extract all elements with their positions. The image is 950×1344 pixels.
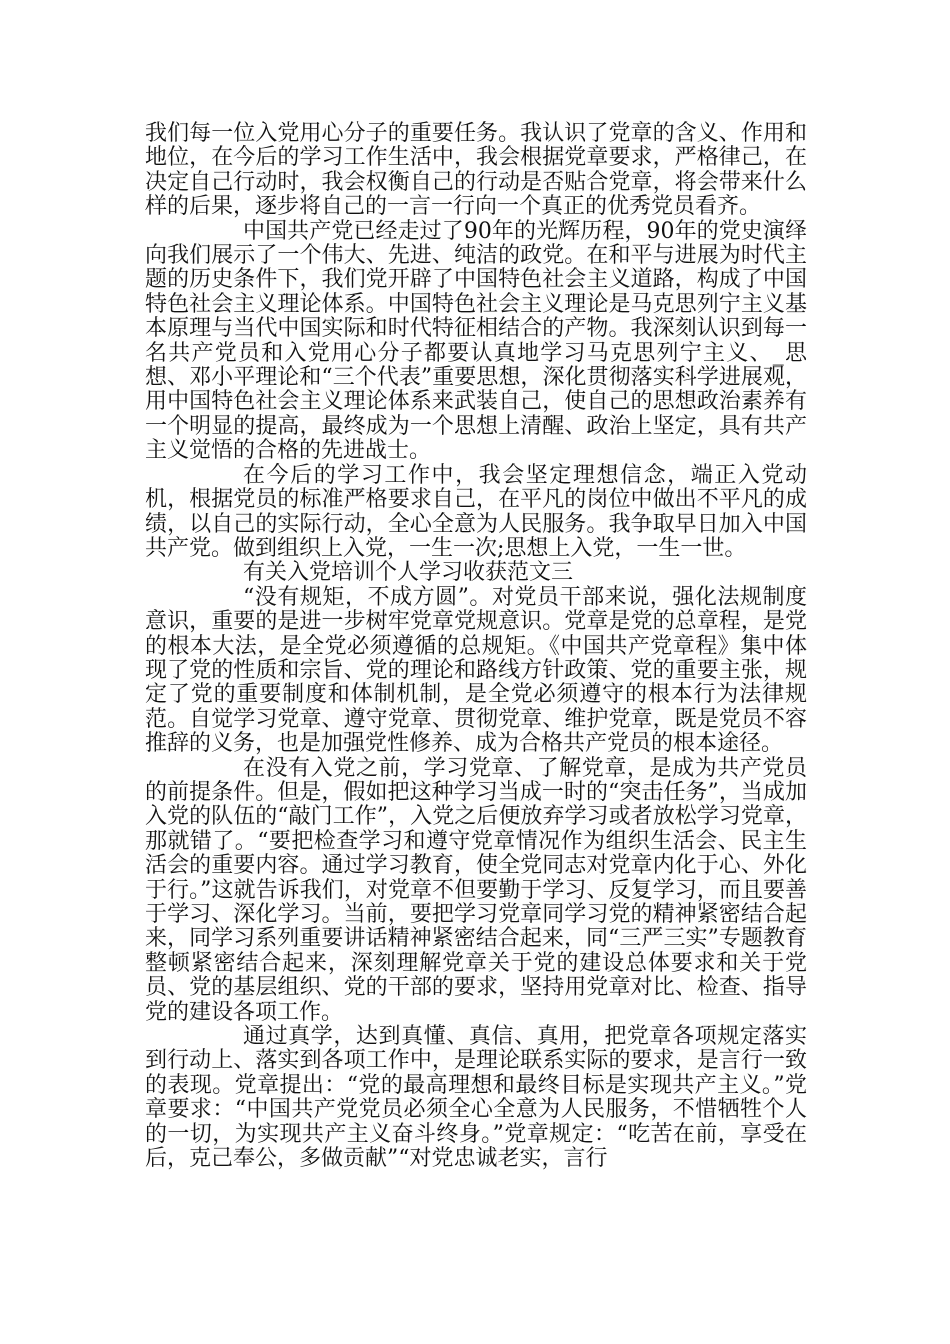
paragraph-6: 通过真学，达到真懂、真信、真用，把党章各项规定落实到行动上、落实到各项工作中，是理论联系实际的要求，是言行一致的表现。党章提出：“党的最高理想和最终目标是实现共产主义。”党章要求：“中国共产党党员必须全心全意为人民服务，不惜牺牲个人的一切，为实现共产主义奋斗终身。”党章规定：“吃苦在前，享受在后，克己奉公，多做贡献”“对党忠诚老实，言行 — [145, 1024, 807, 1172]
section-heading: 有关入党培训个人学习收获范文三 — [243, 560, 574, 586]
paragraph-5: 在没有入党之前，学习党章、了解党章，是成为共产党员的前提条件。但是，假如把这种学习当成一时的“突击任务”，当成加入党的队伍的“敲门工作”，入党之后便放弃学习或者放松学习党章，那就错了。“要把检查学习和遵守党章情况作为组织生活会、民主生活会的重要内容。通过学习教育，使全党同志对党章内化于心、外化于行。”这就告诉我们，对党章不但要勤于学习、反复学习，而且要善于学习、深化学习。当前，要把学习党章同学习党的精神紧密结合起来，同学习系列重要讲话精神紧密结合起来，同“三严三实”专题教育整顿紧密结合起来，深刻理解党章关于党的建设总体要求和关于党员、党的基层组织、党的干部的要求，坚持用党章对比、检查、指导党的建设各项工作。 — [145, 755, 807, 1025]
document-body — [145, 122, 807, 1171]
paragraph-4: “没有规矩，不成方圆”。对党员干部来说，强化法规制度意识，重要的是进一步树牢党章党规意识。党章是党的总章程，是党的根本大法，是全党必须遵循的总规矩。《中国共产党章程》集中体现了党的性质和宗旨、党的理论和路线方针政策、党的重要主张，规定了党的重要制度和体制机制，是全党必须遵守的根本行为法律规范。自觉学习党章、遵守党章、贯彻党章、维护党章，既是党员不容推辞的义务，也是加强党性修养、成为合格共产党员的根本途径。 — [145, 584, 807, 757]
paragraph-2: 中国共产党已经走过了90年的光辉历程，90年的党史演绎向我们展示了一个伟大、先进、纯洁的政党。在和平与进展为时代主题的历史条件下，我们党开辟了中国特色社会主义道路，构成了中国特色社会主义理论体系。中国特色社会主义理论是马克思列宁主义基本原理与当代中国实际和时代特征相结合的产物。我深刻认识到每一名共产党员和入党用心分子都要认真地学习马克思列宁主义、_思想、邓小平理论和“三个代表”重要思想，深化贯彻落实科学进展观，用中国特色社会主义理论体系来武装自己，使自己的思想政治素养有一个明显的提高，最终成为一个思想上清醒、政治上坚定，具有共产主义觉悟的合格的先进战士。 — [145, 218, 807, 464]
paragraph-1: 我们每一位入党用心分子的重要任务。我认识了党章的含义、作用和地位，在今后的学习工作生活中，我会根据党章要求，严格律己，在决定自己行动时，我会权衡自己的行动是否贴合党章，将会带来什么样的后果，逐步将自己的一言一行向一个真正的优秀党员看齐。 — [145, 121, 807, 220]
paragraph-3: 在今后的学习工作中，我会坚定理想信念，端正入党动机，根据党员的标准严格要求自己，在平凡的岗位中做出不平凡的成绩，以自己的实际行动，全心全意为人民服务。我争取早日加入中国共产党。做到组织上入党，一生一次;思想上入党，一生一世。 — [145, 462, 807, 561]
